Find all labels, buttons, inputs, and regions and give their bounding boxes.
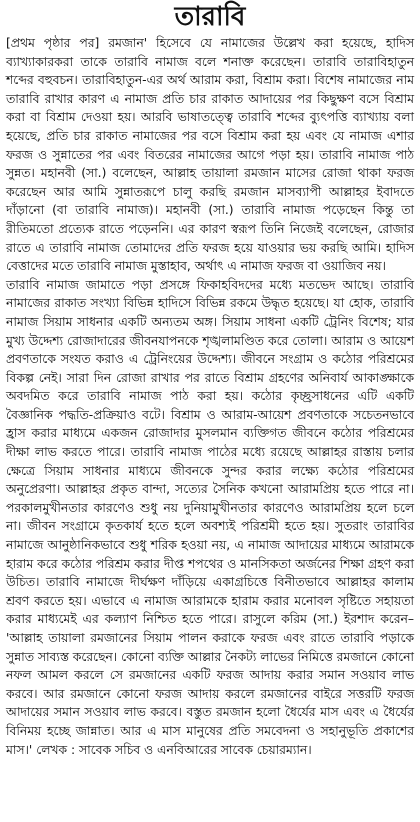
continuation-tag: [প্রথম পৃষ্ঠার পর] — [6, 36, 100, 50]
article-paragraph-2 — [6, 276, 414, 759]
paragraph-text: রমজান' হিসেবে যে নামাজের উল্লেখ করা হয়েছে, হাদিস ব্যাখ্যাকারকরা তাকে তারাবি নামাজ বলে শনাক্ত করেছেন। তারাবি তারাবিহাতুন শব্দের বহুবচন। তারাবিহাতুন-এর অর্থ আরাম করা, বিশ্রাম করা। বিশেষ নামাজের নাম তারাবি রাখার কারণ এ নামাজ প্রতি চার রাকাত আদায়ের পর কিছুক্ষণ বসে বিশ্রাম করা বা বিশ্রাম দেওয়া হয়। আরবি ভাষাতত্ত্বে তারাবি শব্দের ব্যুৎপত্তি ব্যাখ্যায় বলা হয়েছে, প্রতি চার রাকাত নামাজের পর বসে বিশ্রাম করা হয় এবং যে নামাজ এশার ফরজ ও সুন্নাতের পর এবং বিতরের নামাজের আগে পড়া হয়। তারাবি নামাজ পাঠ সুন্নত। মহানবী (সা.) বলেছেন, আল্লাহ তায়ালা রমজান মাসের রোজা থাকা ফরজ করেছেন আর আমি সুন্নাতরূপে চালু করছি রমজান মাসব্যাপী আল্লাহর ইবাদতে দাঁড়ানো (বা তারাবি নামাজ)। মহানবী (সা.) তারাবি নামাজ পড়েছেন কিন্তু তা রীতিমতো প্রত্যেক রাতে পড়েননি। এর কারণ স্বরূপ তিনি নিজেই বলেছেন, রোজার রাতে এ তারাবি নামাজ তোমাদের প্রতি ফরজ হয়ে যাওয়ার ভয় করছি আমি। হাদিস বেত্তাদের মতে তারাবি নামাজ মুস্তাহাব, অর্থাৎ এ নামাজ ফরজ বা ওয়াজিব নয়। — [6, 36, 414, 274]
paragraph-text: তারাবি নামাজ জামাতে পড়া প্রসঙ্গে ফিকাহবিদদের মধ্যে মতভেদ আছে। তারাবি নামাজের রাকাত সংখ্যা বিভিন্ন হাদিসে বিভিন্ন রকমে উদ্ধৃত হয়েছে। যা হোক, তারাবি নামাজ সিয়াম সাধনার একটি অন্যতম অঙ্গ। সিয়াম সাধনা একটি ট্রেনিং বিশেষ; যার মুখ্য উদ্দেশ্য রোজাদারের জীবনযাপনকে শৃঙ্খলামণ্ডিত করে তোলা। আরাম ও আয়েশ প্রবণতাকে সংযত করাও এ ট্রেনিংয়ের উদ্দেশ্য। জীবনে সংগ্রাম ও কঠোর পরিশ্রমের বিকল্প নেই। সারা দিন রোজা রাখার পর রাতে বিশ্রাম গ্রহণের অনিবার্য আকাঙ্ক্ষাকে অবদমিত করে তারাবি নামাজ পাঠ করা হয়। কঠোর কৃচ্ছ্রসাধনের এটি একটি বৈজ্ঞানিক পদ্ধতি-প্রক্রিয়াও বটে। বিশ্রাম ও আরাম-আয়েশ প্রবণতাকে সচেতনভাবে হ্রাস করার মাধ্যমে একজন রোজাদার মুসলমান ব্যক্তিগত জীবনে কঠোর পরিশ্রমের দীক্ষা লাভ করতে পারে। তারাবি নামাজ পাঠের মধ্যে রয়েছে আল্লাহর রাস্তায় চলার ক্ষেত্রে সিয়াম সাধনার মাধ্যমে জীবনকে সুন্দর করার লক্ষ্যে কঠোর পরিশ্রমের অনুপ্রেরণা। আল্লাহর প্রকৃত বান্দা, সত্যের সৈনিক কখনো আরামপ্রিয় হতে পারে না। পরকালমুখীনতার কারণেও শুধু নয় দুনিয়ামুখীনতার কারণেও আরামপ্রিয় হলে চলে না। জীবন সংগ্রামে কৃতকার্য হতে হলে অবশ্যই পরিশ্রমী হতে হয়। সুতরাং তারাবির নামাজে আনুষ্ঠানিকভাবে শুধু শরিক হওয়া নয়, এ নামাজ আদায়ের মাধ্যমে আরামকে হারাম করে কঠোর পরিশ্রম করার দীপ্ত শপথের ও মানসিকতা অর্জনের শিক্ষা গ্রহণ করা উচিত। তারাবি নামাজে দীর্ঘক্ষণ দাঁড়িয়ে একাগ্রচিত্তে বিনীতভাবে আল্লাহর কালাম শ্রবণ করতে হয়। এভাবে এ নামাজ আরামকে হারাম করার মনোবল সৃষ্টিতে সহায়তা করার মাধ্যমেই এর কল্যাণ নিশ্চিত হতে পারে। রাসুলে করিম (সা.) ইরশাদ করেন– 'আল্লাহ তায়ালা রমজানের সিয়াম পালন করাকে ফরজ এবং রাতে তারাবি পড়াকে সুন্নাত সাব্যস্ত করেছেন। কোনো ব্যক্তি আল্লার নৈকট্য লাভের নিমিত্তে রমজানে কোনো নফল আমল করলে সে রমজানের একটি ফরজ আদায় করার সমান সওয়াব লাভ করবে। আর রমজানে কোনো ফরজ আদায় করলে রমজানের বাইরে সত্তরটি ফরজ আদায়ের সমান সওয়াব লাভ করবে। বস্তুত রমজান হলো ধৈর্যের মাস এবং এ ধৈর্যের বিনিময় হচ্ছে জান্নাত। আর এ মাস মানুষের প্রতি সমবেদনা ও সহানুভূতি প্রকাশের মাস।' — [6, 277, 414, 757]
article-body — [6, 34, 414, 759]
author-byline: লেখক : সাবেক সচিব ও এনবিআরের সাবেক চেয়ারম্যান। — [32, 742, 312, 757]
article-paragraph-1 — [6, 34, 414, 276]
article-headline: তারাবি — [174, 2, 246, 32]
